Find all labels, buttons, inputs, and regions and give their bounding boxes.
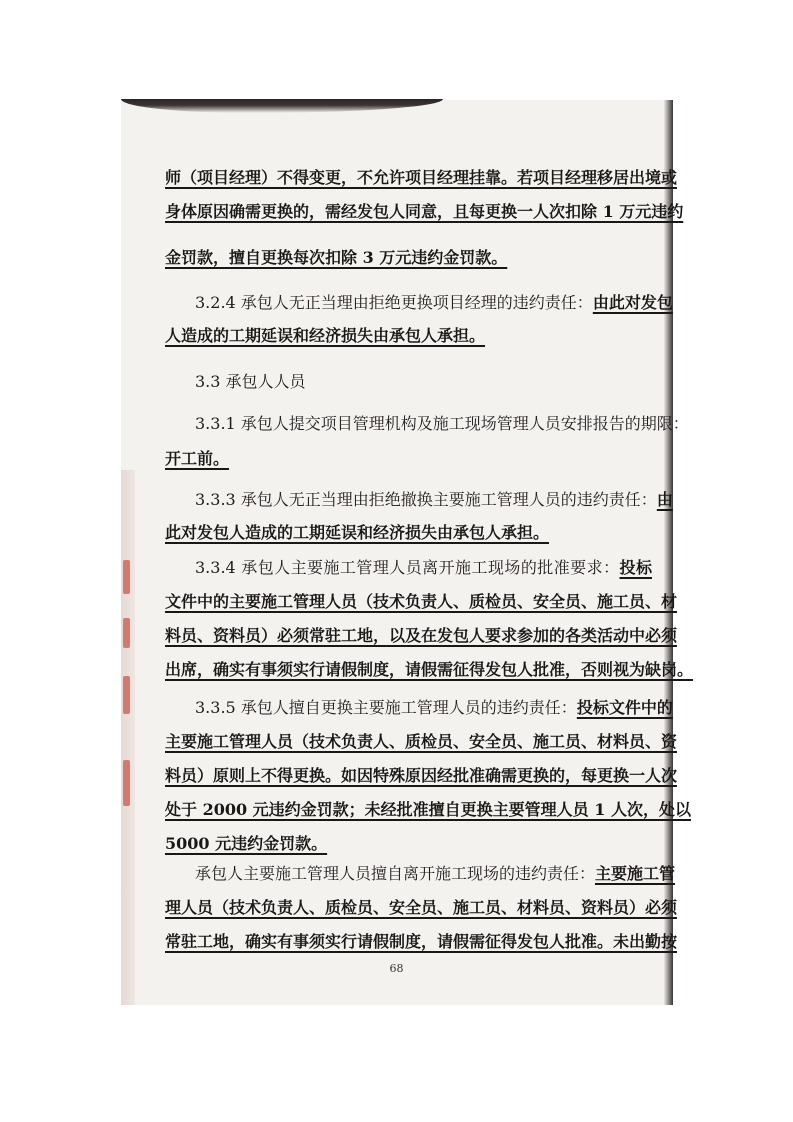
text-line: 承包人主要施工管理人员擅自离开施工现场的违约责任：主要施工管 — [195, 864, 676, 883]
text-line: 此对发包人造成的工期延误和经济损失由承包人承担。 — [165, 523, 550, 542]
text-line: 3.3.5 承包人擅自更换主要施工管理人员的违约责任：投标文件中的 — [195, 698, 673, 717]
text-line: 处于 2000 元违约金罚款；未经批准擅自更换主要管理人员 1 人次，处以 — [165, 800, 691, 819]
red-stamp-mark — [123, 676, 130, 714]
text-line: 3.2.4 承包人无正当理由拒绝更换项目经理的违约责任：由此对发包 — [195, 293, 673, 312]
text-line: 开工前。 — [165, 449, 230, 468]
text-line: 理人员（技术负责人、质检员、安全员、施工员、材料员、资料员）必须 — [165, 898, 678, 917]
text-line: 3.3.3 承包人无正当理由拒绝撤换主要施工管理人员的违约责任：由 — [195, 490, 673, 509]
text-line: 金罚款，擅自更换每次扣除 3 万元违约金罚款。 — [165, 248, 508, 267]
text-line: 料员）原则上不得更换。如因特殊原因经批准确需更换的，每更换一人次 — [165, 766, 678, 785]
text-line: 5000 元违约金罚款。 — [165, 834, 328, 853]
text-line: 师（项目经理）不得变更，不允许项目经理挂靠。若项目经理移居出境或 — [165, 168, 678, 187]
text-line: 料员、资料员）必须常驻工地，以及在发包人要求参加的各类活动中必须 — [165, 626, 678, 645]
red-stamp-mark — [123, 560, 130, 594]
text-line: 身体原因确需更换的，需经发包人同意，且每更换一人次扣除 1 万元违约 — [165, 202, 684, 221]
section-heading: 3.3 承包人人员 — [195, 372, 306, 391]
red-stamp-mark — [123, 618, 130, 648]
text-line: 出席，确实有事须实行请假制度，请假需征得发包人批准，否则视为缺岗。 — [165, 660, 694, 679]
text-line: 3.3.4 承包人主要施工管理人员离开施工现场的批准要求：投标 — [195, 558, 652, 577]
text-line: 常驻工地，确实有事须实行请假制度，请假需征得发包人批准。未出勤按 — [165, 932, 678, 951]
page-number: 68 — [389, 962, 404, 975]
text-line: 3.3.1 承包人提交项目管理机构及施工现场管理人员安排报告的期限： — [195, 414, 689, 433]
text-line: 人造成的工期延误和经济损失由承包人承担。 — [165, 326, 486, 345]
binding-strip — [121, 470, 135, 1005]
text-line: 文件中的主要施工管理人员（技术负责人、质检员、安全员、施工员、材 — [165, 592, 678, 611]
red-stamp-mark — [123, 760, 130, 806]
text-line: 主要施工管理人员（技术负责人、质检员、安全员、施工员、材料员、资 — [165, 732, 678, 751]
